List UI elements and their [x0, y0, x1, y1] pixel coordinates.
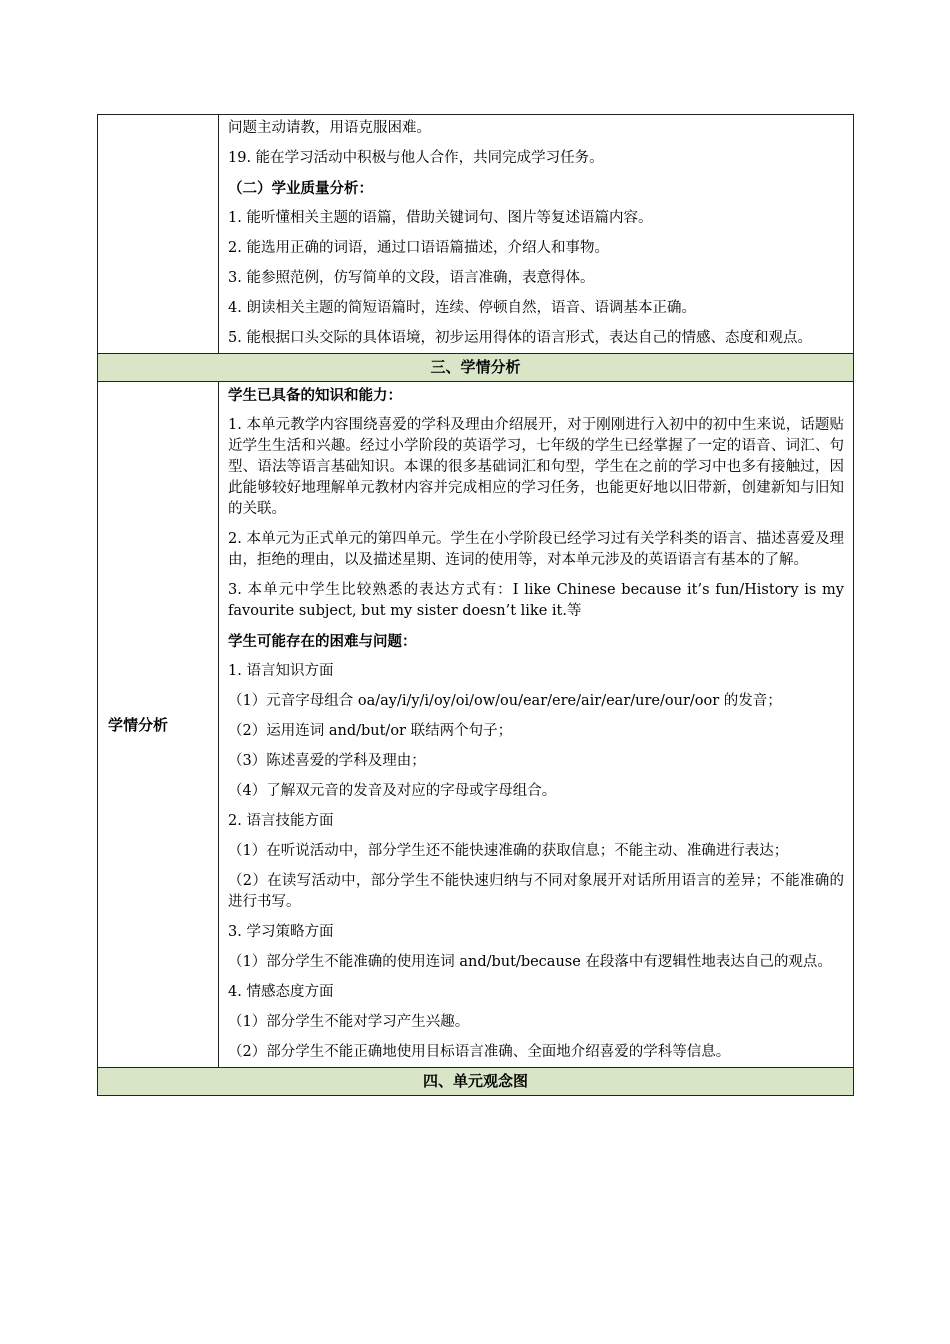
paragraph: （2）运用连词 and/but/or 联结两个句子；	[228, 723, 513, 739]
subsection-heading: 学生可能存在的困难与问题：	[228, 633, 417, 650]
paragraph: （1）在听说活动中，部分学生还不能快速准确的获取信息；不能主动、准确进行表达；	[228, 843, 789, 859]
document-page	[97, 114, 853, 1096]
paragraph: 2. 能选用正确的词语，通过口语语篇描述，介绍人和事物。	[228, 240, 609, 256]
paragraph: （1）部分学生不能对学习产生兴趣。	[228, 1014, 470, 1030]
section-title-3: 三、学情分析	[98, 354, 854, 382]
section-header-row	[98, 354, 854, 382]
row-label: 学情分析	[98, 382, 219, 1068]
paragraph: 19. 能在学习活动中积极与他人合作，共同完成学习任务。	[228, 150, 604, 166]
paragraph: 1. 语言知识方面	[228, 663, 334, 679]
section-header-row	[98, 1068, 854, 1096]
paragraph: 2. 语言技能方面	[228, 813, 334, 829]
paragraph: （1）部分学生不能准确的使用连词 and/but/because 在段落中有逻辑性地表达自己的观点。	[228, 954, 832, 970]
subsection-heading: （二）学业质量分析：	[228, 180, 373, 197]
section-title-4: 四、单元观念图	[98, 1068, 854, 1096]
quality-analysis-row	[98, 115, 854, 354]
paragraph: 2. 本单元为正式单元的第四单元。学生在小学阶段已经学习过有关学科类的语言、描述喜爱及理由，拒绝的理由，以及描述星期、连词的使用等，对本单元涉及的英语语言有基本的了解。	[228, 531, 844, 568]
subsection-heading: 学生已具备的知识和能力：	[228, 387, 402, 404]
empty-label-cell	[98, 115, 219, 354]
paragraph: （4）了解双元音的发音及对应的字母或字母组合。	[228, 783, 557, 799]
paragraph: 4. 朗读相关主题的简短语篇时，连续、停顿自然，语音、语调基本正确。	[228, 300, 696, 316]
student-analysis-content	[219, 382, 854, 1068]
paragraph: 1. 本单元教学内容围绕喜爱的学科及理由介绍展开，对于刚刚进行入初中的初中生来说，话题贴近学生生活和兴趣。经过小学阶段的英语学习，七年级的学生已经掌握了一定的语音、词汇、句型、语法等语言基础知识。本课的很多基础词汇和句型，学生在之前的学习中也多有接触过，因此能够较好地理解单元教材内容并完成相应的学习任务，也能更好地以旧带新，创建新知与旧知的关联。	[228, 417, 844, 517]
student-analysis-row	[98, 382, 854, 1068]
quality-analysis-content	[219, 115, 854, 354]
paragraph: 1. 能听懂相关主题的语篇，借助关键词句、图片等复述语篇内容。	[228, 210, 653, 226]
paragraph: 3. 学习策略方面	[228, 924, 334, 940]
paragraph: 4. 情感态度方面	[228, 984, 334, 1000]
paragraph: （2）部分学生不能正确地使用目标语言准确、全面地介绍喜爱的学科等信息。	[228, 1044, 731, 1060]
paragraph: 问题主动请教，用语克服困难。	[228, 120, 431, 136]
paragraph: 3. 本单元中学生比较熟悉的表达方式有：I like Chinese because it’s fun/History is my favourite subject, but my sister doesn’t like it.等	[228, 582, 844, 619]
paragraph: （2）在读写活动中，部分学生不能快速归纳与不同对象展开对话所用语言的差异；不能准确的进行书写。	[228, 873, 844, 910]
paragraph: 5. 能根据口头交际的具体语境，初步运用得体的语言形式，表达自己的情感、态度和观点。	[228, 330, 812, 346]
paragraph: 3. 能参照范例，仿写简单的文段，语言准确，表意得体。	[228, 270, 595, 286]
paragraph: （1）元音字母组合 oa/ay/i/y/i/oy/oi/ow/ou/ear/ere/air/ear/ure/our/oor 的发音；	[228, 693, 782, 709]
lesson-plan-table	[97, 114, 854, 1096]
paragraph: （3）陈述喜爱的学科及理由；	[228, 753, 426, 769]
